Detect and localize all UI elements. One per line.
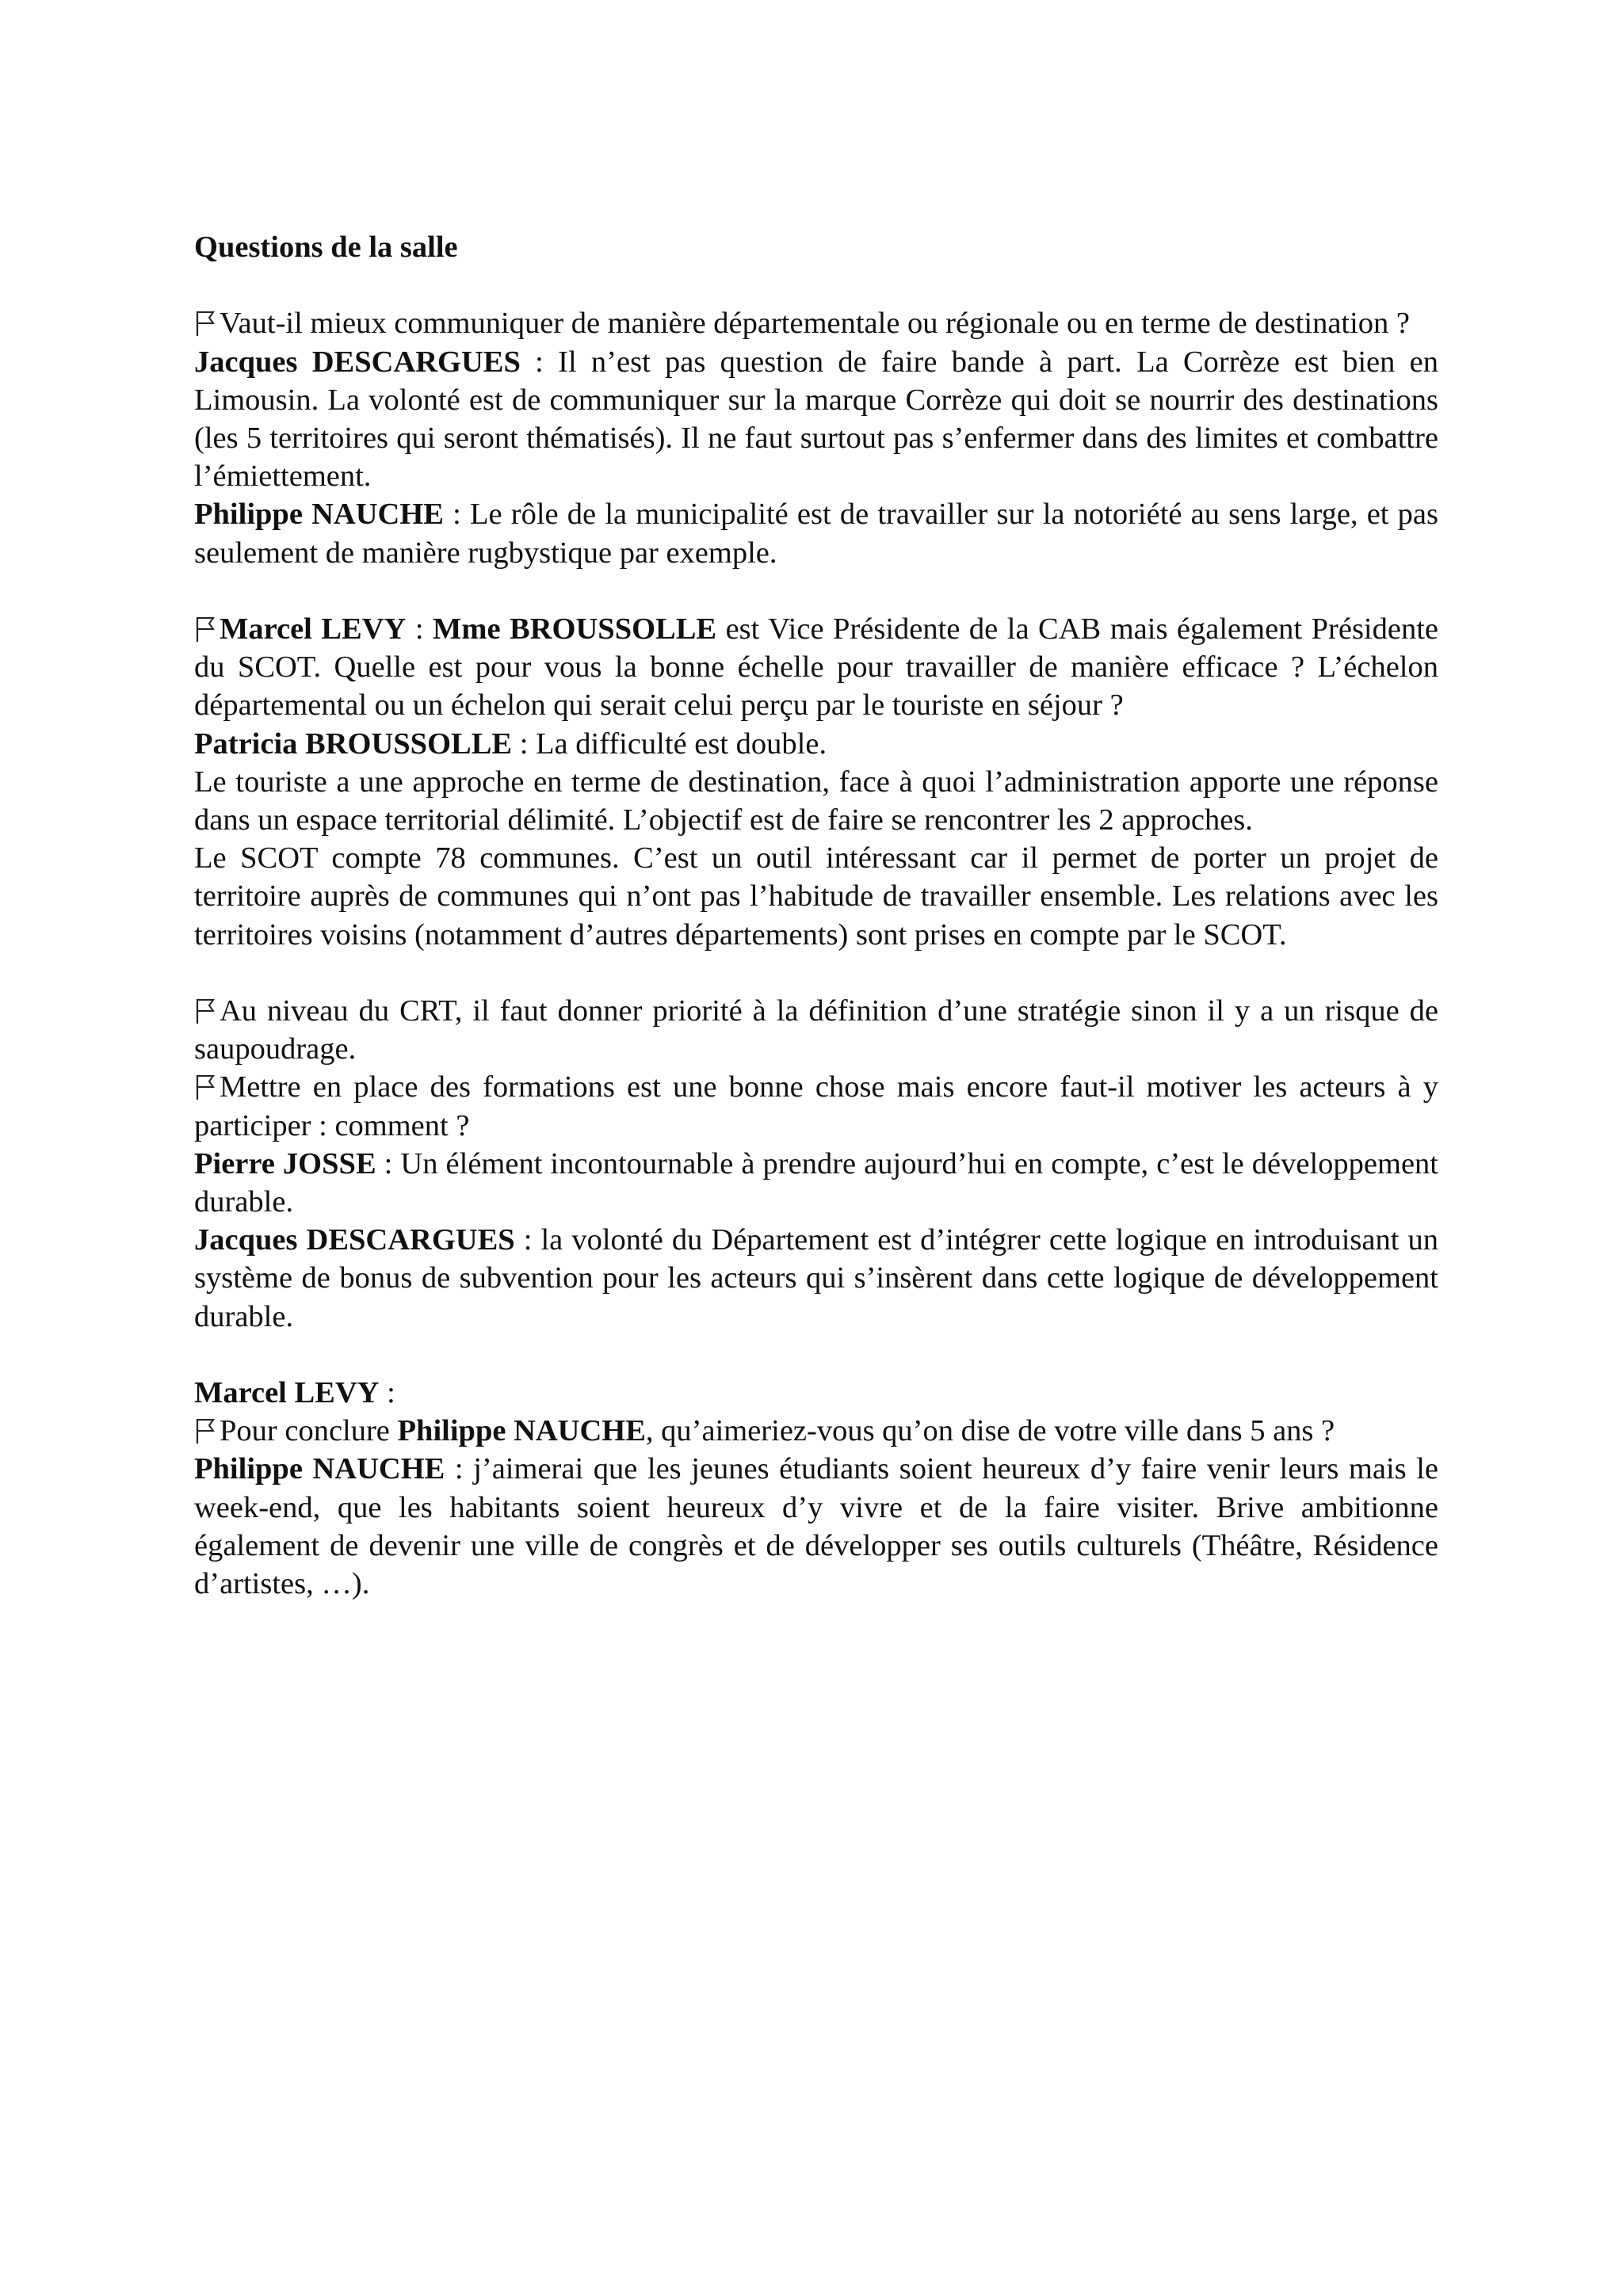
- answer-text: : Le rôle de la municipalité est de travailler sur la notoriété au sens large, et pas seulement de manière rugbystique par exemple.: [194, 498, 1438, 570]
- answer-text: : Un élément incontournable à prendre aujourd’hui en compte, c’est le développement durable.: [194, 1146, 1438, 1219]
- answer-text: : Il n’est pas question de faire bande à part. La Corrèze est bien en Limousin. La volonté est de communiquer sur la marque Corrèze qui doit se nourrir des destinations (les 5 territoires qui seront thématisés). Il ne faut surtout pas s’enfermer dans des limites et combattre l’émiettement.: [194, 345, 1438, 494]
- speaker-name: Patricia BROUSSOLLE: [194, 727, 513, 761]
- separator: :: [406, 612, 433, 646]
- speaker-name: Jacques DESCARGUES: [194, 345, 521, 379]
- flag-icon: [194, 310, 218, 337]
- answer-text: : La difficulté est double.: [512, 727, 827, 761]
- answer-paragraph: [194, 343, 1438, 496]
- speaker-name: Marcel LEVY: [220, 612, 407, 646]
- section-title: Questions de la salle: [194, 231, 458, 264]
- spacer: [194, 572, 1438, 610]
- flag-icon: [194, 997, 218, 1024]
- answer-paragraph: [194, 1145, 1438, 1221]
- body-paragraph: Le SCOT compte 78 communes. C’est un outil intéressant car il permet de porter un projet de territoire auprès de communes qui n’ont pas l’habitude de travailler ensemble. Les relations avec les territoires voisins (notamment d’autres départements) sont prises en compte par le SCOT.: [194, 841, 1438, 952]
- moderator-question: [194, 1412, 1438, 1450]
- speaker-name: Philippe NAUCHE: [194, 1452, 445, 1486]
- speaker-name: Philippe NAUCHE: [194, 498, 444, 532]
- question-text: Mettre en place des formations est une bonne chose mais encore faut-il motiver les acteurs à y participer : comment ?: [194, 1070, 1438, 1142]
- answer-text: : la volonté du Département est d’intégrer cette logique en introduisant un système de bonus de subvention pour les acteurs qui s’insèrent dans cette logique de développement durable.: [194, 1223, 1438, 1333]
- body-paragraph: Le touriste a une approche en terme de destination, face à quoi l’administration apporte une réponse dans un espace territorial délimité. L’objectif est de faire se rencontrer les 2 approches.: [194, 765, 1438, 837]
- question-text: Pour conclure: [220, 1414, 398, 1448]
- answer-paragraph: [194, 495, 1438, 571]
- speaker-name: Marcel LEVY: [194, 1376, 380, 1410]
- spacer: [194, 954, 1438, 992]
- audience-question: [194, 992, 1438, 1068]
- question-text: Au niveau du CRT, il faut donner priorité à la définition d’une stratégie sinon il y a un risque de saupoudrage.: [194, 994, 1438, 1066]
- speaker-name: Jacques DESCARGUES: [194, 1223, 515, 1257]
- spacer: [194, 1336, 1438, 1374]
- speaker-name: Pierre JOSSE: [194, 1146, 376, 1180]
- addressee-name: Philippe NAUCHE: [397, 1414, 646, 1448]
- question-text: Vaut-il mieux communiquer de manière départementale ou régionale ou en terme de destination ?: [220, 307, 1411, 341]
- question-text: , qu’aimeriez-vous qu’on dise de votre ville dans 5 ans ?: [645, 1414, 1335, 1448]
- addressee-name: Mme BROUSSOLLE: [433, 612, 717, 646]
- answer-text: : j’aimerai que les jeunes étudiants soient heureux d’y faire venir leurs mais le week-end, que les habitants soient heureux d’y vivre et de la faire visiter. Brive ambitionne également de devenir une ville de congrès et de développer ses outils culturels (Théâtre, Résidence d’artistes, …).: [194, 1452, 1438, 1601]
- moderator-line: [194, 1374, 1438, 1412]
- flag-icon: [194, 1417, 218, 1444]
- moderator-question: [194, 610, 1438, 725]
- document-body: [194, 228, 1438, 1603]
- audience-question: [194, 1068, 1438, 1144]
- separator: :: [379, 1376, 395, 1410]
- spacer: [194, 266, 1438, 304]
- answer-paragraph: [194, 1450, 1438, 1603]
- question-text: est Vice Présidente de la CAB mais également Présidente du SCOT. Quelle est pour vous la bonne échelle pour travailler de manière efficace ? L’échelon départemental ou un échelon qui serait celui perçu par le touriste en séjour ?: [194, 612, 1438, 723]
- answer-paragraph: [194, 1221, 1438, 1336]
- answer-paragraph: [194, 725, 1438, 763]
- flag-icon: [194, 616, 218, 643]
- audience-question: [194, 304, 1438, 342]
- flag-icon: [194, 1074, 218, 1100]
